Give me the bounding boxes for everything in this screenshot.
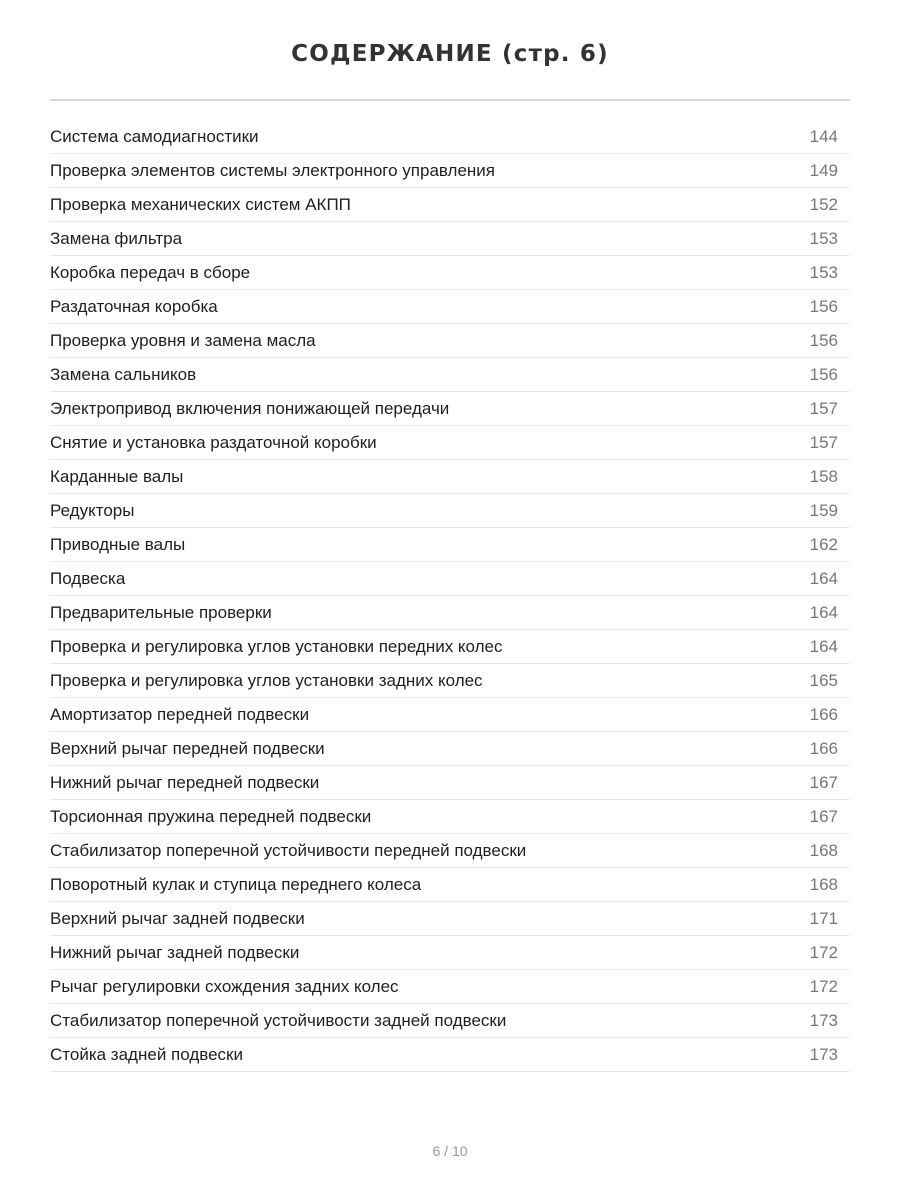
toc-entry-page-number: 152 <box>809 194 838 214</box>
toc-entry[interactable] <box>50 222 850 256</box>
toc-entry[interactable] <box>50 1004 850 1038</box>
toc-entry-title: Рычаг регулировки схождения задних колес <box>50 976 399 996</box>
toc-entry-title: Замена сальников <box>50 364 197 384</box>
toc-entry-page-number: 153 <box>809 262 838 282</box>
toc-entry-title: Карданные валы <box>50 466 184 486</box>
toc-entry-page-number: 149 <box>809 160 838 180</box>
toc-entry-page-number: 157 <box>809 398 838 418</box>
toc-entry-title: Снятие и установка раздаточной коробки <box>50 432 377 452</box>
toc-entry-page-number: 156 <box>809 296 838 316</box>
title-divider <box>50 99 850 101</box>
toc-entry[interactable] <box>50 154 850 188</box>
toc-entry[interactable] <box>50 1038 850 1072</box>
toc-entry-title: Нижний рычаг задней подвески <box>50 942 300 962</box>
toc-entry-title: Система самодиагностики <box>50 126 259 146</box>
page-counter: 6 / 10 <box>432 1143 468 1159</box>
toc-entry[interactable] <box>50 324 850 358</box>
toc-entry[interactable] <box>50 494 850 528</box>
toc-entry[interactable] <box>50 528 850 562</box>
toc-entry-title: Проверка и регулировка углов установки задних колес <box>50 670 483 690</box>
toc-entry-title: Стойка задней подвески <box>50 1044 243 1064</box>
toc-entry[interactable] <box>50 460 850 494</box>
toc-entry-title: Верхний рычаг задней подвески <box>50 908 305 928</box>
toc-entry[interactable] <box>50 902 850 936</box>
toc-entry[interactable] <box>50 698 850 732</box>
toc-entry-title: Проверка и регулировка углов установки передних колес <box>50 636 503 656</box>
toc-entry-page-number: 159 <box>809 500 838 520</box>
toc-entry-page-number: 158 <box>809 466 838 486</box>
toc-entry-title: Нижний рычаг передней подвески <box>50 772 320 792</box>
toc-entry-page-number: 165 <box>809 670 838 690</box>
toc-entry-title: Раздаточная коробка <box>50 296 218 316</box>
toc-entry[interactable] <box>50 664 850 698</box>
toc-entry[interactable] <box>50 868 850 902</box>
toc-entry-title: Приводные валы <box>50 534 186 554</box>
toc-entry-title: Электропривод включения понижающей передачи <box>50 398 450 418</box>
toc-entry-title: Проверка уровня и замена масла <box>50 330 316 350</box>
toc-entry-title: Предварительные проверки <box>50 602 272 622</box>
toc-entry-title: Стабилизатор поперечной устойчивости задней подвески <box>50 1010 507 1030</box>
toc-entry-title: Редукторы <box>50 500 135 520</box>
toc-entry[interactable] <box>50 562 850 596</box>
toc-entry-page-number: 168 <box>809 874 838 894</box>
toc-entry-title: Проверка элементов системы электронного управления <box>50 160 496 180</box>
toc-entry-page-number: 167 <box>809 806 838 826</box>
toc-entry-page-number: 164 <box>809 568 838 588</box>
toc-entry-page-number: 144 <box>809 126 838 146</box>
toc-entry[interactable] <box>50 426 850 460</box>
toc-entry-page-number: 156 <box>809 364 838 384</box>
toc-entry[interactable] <box>50 800 850 834</box>
toc-entry-title: Поворотный кулак и ступица переднего колеса <box>50 874 422 894</box>
toc-entry[interactable] <box>50 392 850 426</box>
toc-entry-title: Амортизатор передней подвески <box>50 704 310 724</box>
toc-entry[interactable] <box>50 936 850 970</box>
toc-entry[interactable] <box>50 358 850 392</box>
toc-entry-page-number: 157 <box>809 432 838 452</box>
toc-entry-page-number: 172 <box>809 942 838 962</box>
toc-entry[interactable] <box>50 256 850 290</box>
toc-entry-page-number: 166 <box>809 738 838 758</box>
toc-entry[interactable] <box>50 970 850 1004</box>
toc-entry[interactable] <box>50 596 850 630</box>
toc-entry-page-number: 153 <box>809 228 838 248</box>
toc-entry-title: Верхний рычаг передней подвески <box>50 738 325 758</box>
toc-entry-page-number: 171 <box>809 908 838 928</box>
page-title: СОДЕРЖАНИЕ (стр. 6) <box>291 41 609 67</box>
toc-entry-page-number: 156 <box>809 330 838 350</box>
toc-entry[interactable] <box>50 630 850 664</box>
toc-entry-page-number: 166 <box>809 704 838 724</box>
toc-entry-title: Торсионная пружина передней подвески <box>50 806 372 826</box>
toc-entry-page-number: 164 <box>809 636 838 656</box>
table-of-contents <box>50 120 850 1072</box>
toc-entry-page-number: 167 <box>809 772 838 792</box>
toc-entry-page-number: 172 <box>809 976 838 996</box>
toc-entry[interactable] <box>50 290 850 324</box>
toc-entry-title: Замена фильтра <box>50 228 183 248</box>
toc-entry-page-number: 164 <box>809 602 838 622</box>
toc-entry[interactable] <box>50 732 850 766</box>
toc-entry[interactable] <box>50 188 850 222</box>
toc-entry-page-number: 173 <box>809 1044 838 1064</box>
toc-entry-title: Подвеска <box>50 568 126 588</box>
toc-entry[interactable] <box>50 766 850 800</box>
toc-entry[interactable] <box>50 120 850 154</box>
toc-entry[interactable] <box>50 834 850 868</box>
toc-entry-page-number: 173 <box>809 1010 838 1030</box>
toc-entry-title: Стабилизатор поперечной устойчивости передней подвески <box>50 840 527 860</box>
toc-entry-page-number: 162 <box>809 534 838 554</box>
toc-entry-title: Коробка передач в сборе <box>50 262 251 282</box>
toc-entry-title: Проверка механических систем АКПП <box>50 194 351 214</box>
toc-entry-page-number: 168 <box>809 840 838 860</box>
